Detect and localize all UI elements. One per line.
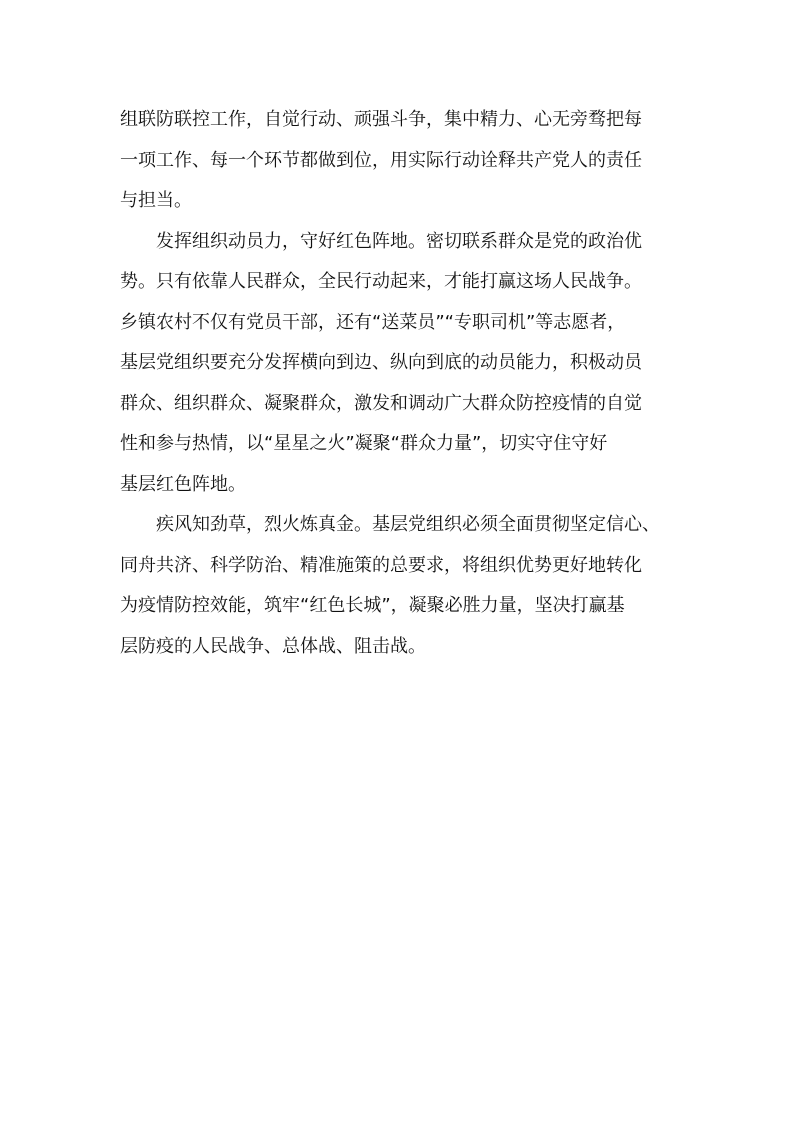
paragraph-line: 组联防联控工作，自觉行动、顽强斗争，集中精力、心无旁骛把每: [120, 109, 642, 130]
paragraph-line: 为疫情防控效能，筑牢“红色长城”，凝聚必胜力量，坚决打赢基: [120, 595, 625, 616]
paragraph-line: 基层红色阵地。: [120, 473, 246, 495]
paragraph-2: [120, 222, 665, 506]
paragraph-line: 层防疫的人民战争、总体战、阻击战。: [120, 635, 426, 657]
paragraph-line: 乡镇农村不仅有党员干部，还有“送菜员”“专职司机”等志愿者，: [120, 311, 626, 333]
paragraph-line: 同舟共济、科学防治、精准施策的总要求，将组织优势更好地转化: [120, 554, 642, 576]
paragraph-line: 性和参与热情，以“星星之火”凝聚“群众力量”，切实守住守好: [120, 433, 608, 454]
paragraph-line: 疾风知劲草，烈火炼真金。基层党组织必须全面贯彻坚定信心、: [156, 514, 660, 535]
paragraph-3: [120, 505, 665, 667]
paragraph-line: 与担当。: [120, 190, 192, 211]
paragraph-line: 一项工作、每一个环节都做到位，用实际行动诠释共产党人的责任: [120, 149, 642, 171]
paragraph-line: 势。只有依靠人民群众，全民行动起来，才能打赢这场人民战争。: [120, 271, 642, 292]
paragraph-line: 基层党组织要充分发挥横向到边、纵向到底的动员能力，积极动员: [120, 352, 642, 373]
document-body: [120, 100, 665, 667]
paragraph-line: 群众、组织群众、凝聚群众，激发和调动广大群众防控疫情的自觉: [120, 392, 642, 414]
paragraph-line: 发挥组织动员力，守好红色阵地。密切联系群众是党的政治优: [156, 230, 642, 252]
paragraph-1: [120, 100, 665, 222]
